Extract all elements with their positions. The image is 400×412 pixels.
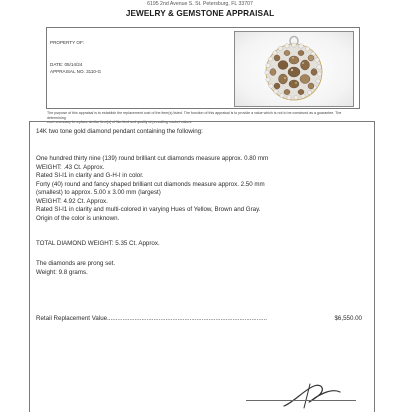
appraiser-signature bbox=[280, 380, 350, 410]
pendant-image bbox=[235, 32, 353, 106]
document-title: JEWELRY & GEMSTONE APPRAISAL bbox=[125, 9, 275, 18]
pendant-photo bbox=[234, 31, 354, 107]
disclaimer-line-1: The purpose of this appraisal is to establish the replacement cost of the item(s) listed. The function of this appraisal is to provide a value which is not to be construed as a guarantee. The determining bbox=[47, 111, 342, 120]
setting-details bbox=[36, 260, 115, 277]
description-line: One hundred thirty nine (139) round brilliant cut diamonds measure approx. 0.80 mm bbox=[36, 155, 269, 162]
description-line: WEIGHT: .43 Ct. Approx. bbox=[36, 163, 105, 171]
retail-value-amount: $6,550.00 bbox=[334, 315, 362, 322]
appraisal-description-box bbox=[29, 121, 375, 412]
item-intro: 14K two tone gold diamond pendant containing the following: bbox=[36, 128, 203, 135]
property-of-label: PROPERTY OF: bbox=[50, 40, 85, 45]
description-line: (smallest) to approx. 5.00 x 3.00 mm (largest) bbox=[36, 189, 161, 196]
date-label: DATE: 05/14/24 bbox=[50, 62, 83, 67]
description-line: Rated SI-I1 in clarity and G-H-I in color. bbox=[36, 172, 144, 179]
total-diamond-weight: TOTAL DIAMOND WEIGHT: 5.35 Ct. Approx. bbox=[36, 240, 160, 247]
company-address: 6195 2nd Avenue S. St. Petersburg, FL 33707 bbox=[147, 1, 253, 7]
disclaimer-line-2: cost necessary to replace similar item(s) of like kind and quality at prevailing market values. bbox=[47, 120, 193, 125]
diamond-description bbox=[36, 155, 366, 223]
signature-line bbox=[246, 400, 356, 401]
description-line: Rated SI-I1 in clarity and multi-colored in varying Hues of Yellow, Brown and Gray. bbox=[36, 206, 261, 213]
description-line: Origin of the color is unknown. bbox=[36, 214, 120, 222]
appraisal-header-box bbox=[46, 27, 360, 125]
retail-value-label: Retail Replacement Value............................................................................................. bbox=[36, 315, 267, 322]
description-line: Forty (40) round and fancy shaped brilliant cut diamonds measure approx. 2.50 mm bbox=[36, 180, 265, 188]
description-line: WEIGHT: 4.92 Ct. Approx. bbox=[36, 197, 108, 205]
appraisal-number-label: APPRAISAL NO. 3110-G bbox=[50, 69, 102, 74]
weight-line: Weight: 9.8 grams. bbox=[36, 268, 88, 276]
setting-line: The diamonds are prong set. bbox=[36, 260, 116, 267]
